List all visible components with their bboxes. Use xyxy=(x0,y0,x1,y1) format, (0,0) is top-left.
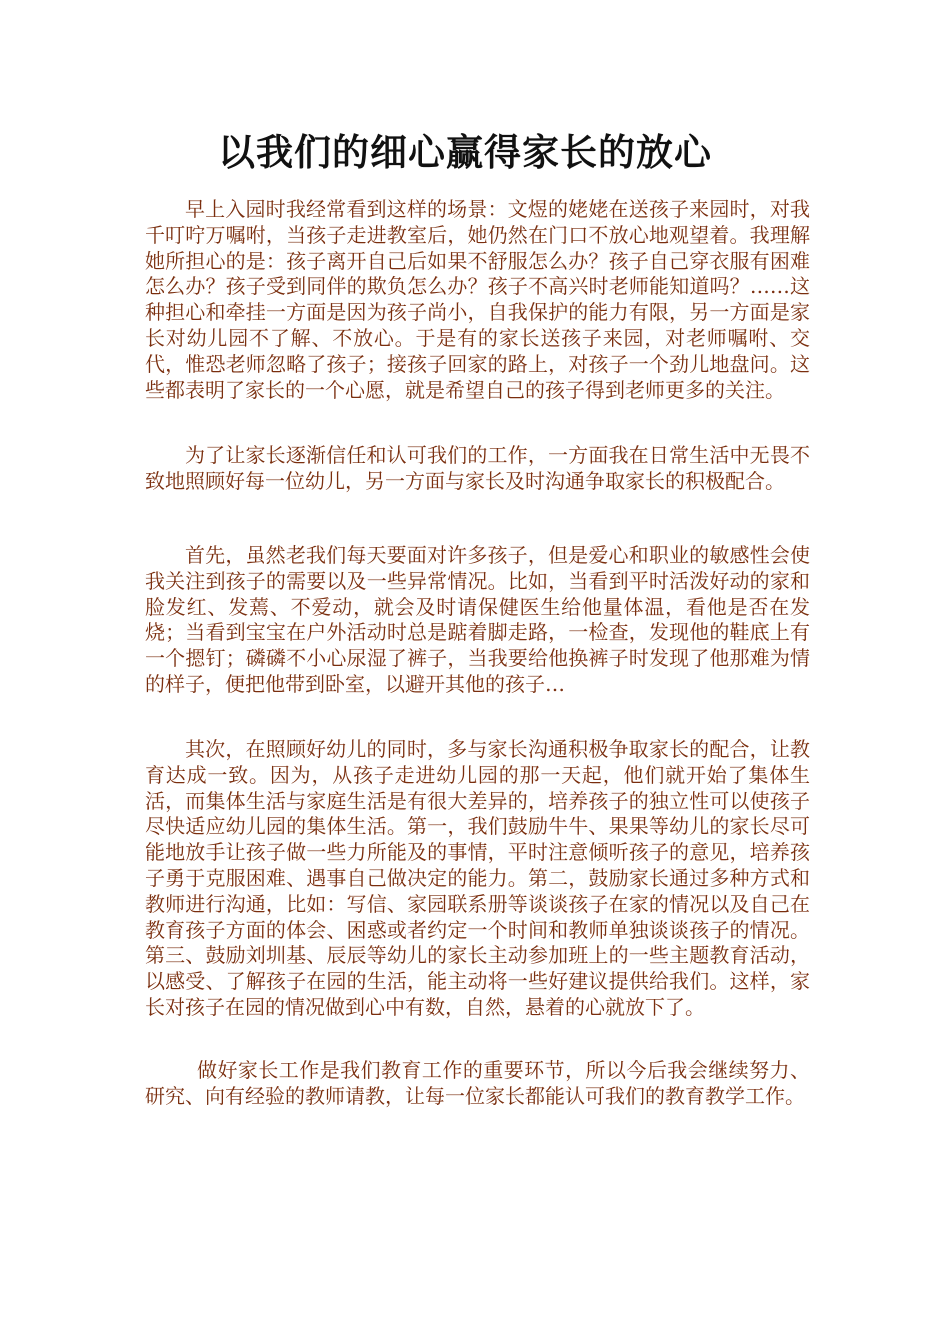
document-title: 以我们的细心赢得家长的放心 xyxy=(218,130,712,174)
paragraph-first: 首先，虽然老我们每天要面对许多孩子，但是爱心和职业的敏感性会使我关注到孩子的需要以及一些异常情况。比如，当看到平时活泼好动的家和脸发红、发蔫、不爱动，就会及时请保健医生给他量体温，看他是否在发烧；当看到宝宝在户外活动时总是踮着脚走路，一检查，发现他的鞋底上有一个摁钉；磷磷不小心尿湿了裤子，当我要给他换裤子时发现了他那难为情的样子，便把他带到卧室，以避开其他的孩子… xyxy=(145,543,810,696)
paragraph-intro: 早上入园时我经常看到这样的场景：文煜的姥姥在送孩子来园时，对我千叮咛万嘱咐，当孩子走进教室后，她仍然在门口不放心地观望着。我理解她所担心的是：孩子离开自己后如果不舒服怎么办？孩子自己穿衣服有困难怎么办？孩子受到同伴的欺负怎么办？孩子不高兴时老师能知道吗？……这种担心和牵挂一方面是因为孩子尚小，自我保护的能力有限，另一方面是家长对幼儿园不了解、不放心。于是有的家长送孩子来园，对老师嘱咐、交代，惟恐老师忽略了孩子；接孩子回家的路上，对孩子一个劲儿地盘问。这些都表明了家长的一个心愿，就是希望自己的孩子得到老师更多的关注。 xyxy=(145,197,810,402)
paragraph-second: 其次，在照顾好幼儿的同时，多与家长沟通积极争取家长的配合，让教育达成一致。因为，从孩子走进幼儿园的那一天起，他们就开始了集体生活，而集体生活与家庭生活是有很大差异的，培养孩子的独立性可以使孩子尽快适应幼儿园的集体生活。第一，我们鼓励牛牛、果果等幼儿的家长尽可能地放手让孩子做一些力所能及的事情，平时注意倾听孩子的意见，培养孩子勇于克服困难、遇事自己做决定的能力。第二，鼓励家长通过多种方式和教师进行沟通，比如：写信、家园联系册等谈谈孩子在家的情况以及自己在教育孩子方面的体会、困惑或者约定一个时间和教师单独谈谈孩子的情况。第三、鼓励刘圳基、辰辰等幼儿的家长主动参加班上的一些主题教育活动，以感受、了解孩子在园的生活，能主动将一些好建议提供给我们。这样，家长对孩子在园的情况做到心中有数，自然，悬着的心就放下了。 xyxy=(145,737,810,1019)
paragraph-goal: 为了让家长逐渐信任和认可我们的工作，一方面我在日常生活中无畏不致地照顾好每一位幼儿，另一方面与家长及时沟通争取家长的积极配合。 xyxy=(145,443,810,493)
paragraph-conclusion: 做好家长工作是我们教育工作的重要环节，所以今后我会继续努力、研究、向有经验的教师请教，让每一位家长都能认可我们的教育教学工作。 xyxy=(145,1058,810,1108)
